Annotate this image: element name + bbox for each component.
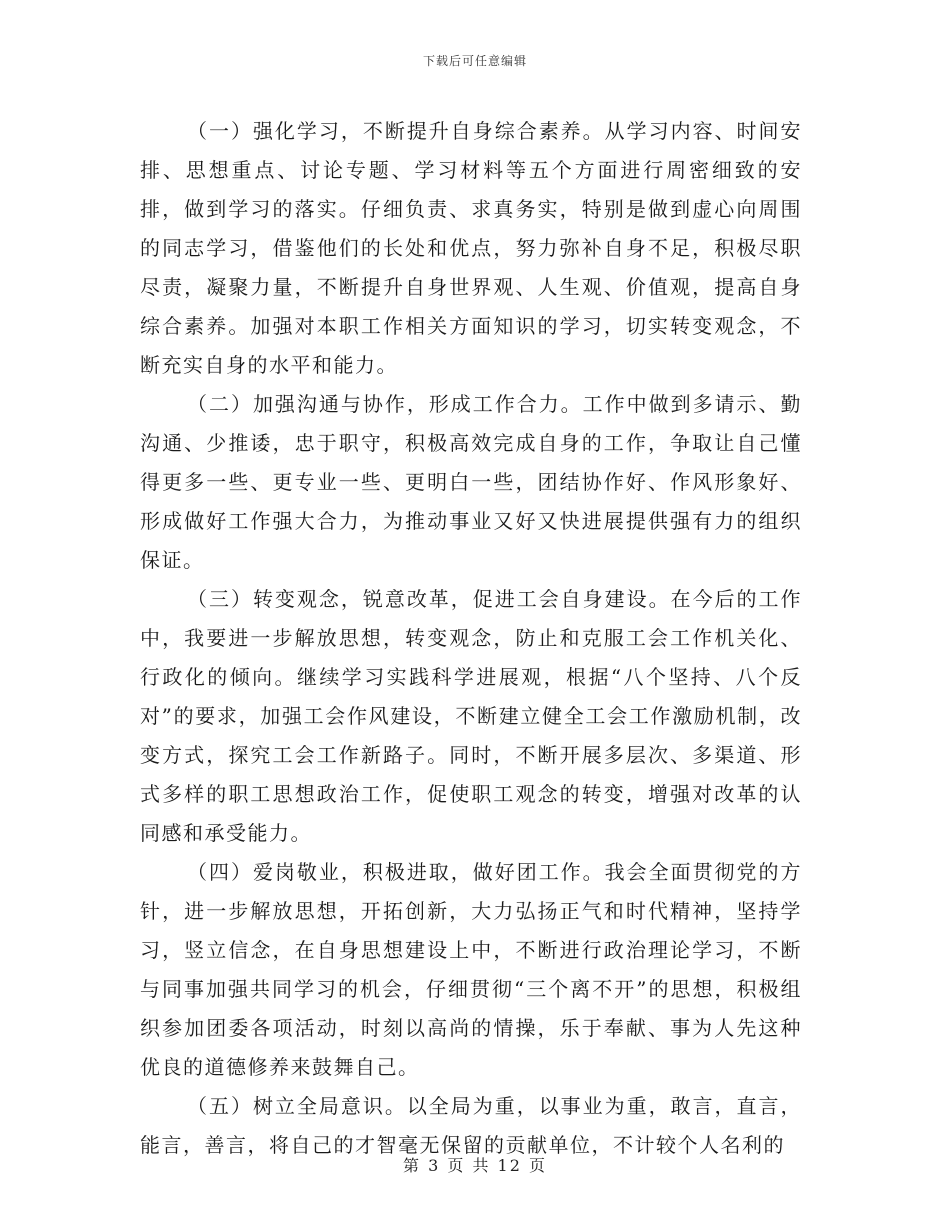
document-body bbox=[140, 112, 802, 1165]
paragraph-1: （一）强化学习，不断提升自身综合素养。从学习内容、时间安排、思想重点、讨论专题、学习材料等五个方面进行周密细致的安排，做到学习的落实。仔细负责、求真务实，特别是做到虚心向周围的同志学习，借鉴他们的长处和优点，努力弥补自身不足，积极尽职尽责，凝聚力量，不断提升自身世界观、人生观、价值观，提高自身综合素养。加强对本职工作相关方面知识的学习，切实转变观念，不断充实自身的水平和能力。 bbox=[140, 119, 802, 377]
paragraph-2: （二）加强沟通与协作，形成工作合力。工作中做到多请示、勤沟通、少推诿，忠于职守，积极高效完成自身的工作，争取让自己懂得更多一些、更专业一些、更明白一些，团结协作好、作风形象好、形成做好工作强大合力，为推动事业又好又快进展提供强有力的组织保证。 bbox=[140, 392, 802, 572]
paragraph-5: （五）树立全局意识。以全局为重，以事业为重，敢言，直言，能言，善言，将自己的才智毫无保留的贡献单位，不计较个人名利的 bbox=[140, 1094, 802, 1157]
page-header: 下载后可任意编辑 bbox=[422, 54, 527, 68]
page-number-footer: 第 3 页 共 12 页 bbox=[403, 1156, 547, 1175]
paragraph-4: （四）爱岗敬业，积极进取，做好团工作。我会全面贯彻党的方针，进一步解放思想，开拓创新，大力弘扬正气和时代精神，坚持学习，竖立信念，在自身思想建设上中，不断进行政治理论学习，不断与同事加强共同学习的机会，仔细贯彻“三个离不开”的思想，积极组织参加团委各项活动，时刻以高尚的情操，乐于奉献、事为人先这种优良的道德修养来鼓舞自己。 bbox=[140, 860, 802, 1079]
paragraph-3: （三）转变观念，锐意改革，促进工会自身建设。在今后的工作中，我要进一步解放思想，转变观念，防止和克服工会工作机关化、行政化的倾向。继续学习实践科学进展观，根据“八个坚持、八个反对”的要求，加强工会作风建设，不断建立健全工会工作激励机制，改变方式，探究工会工作新路子。同时，不断开展多层次、多渠道、形式多样的职工思想政治工作，促使职工观念的转变，增强对改革的认同感和承受能力。 bbox=[140, 587, 802, 845]
